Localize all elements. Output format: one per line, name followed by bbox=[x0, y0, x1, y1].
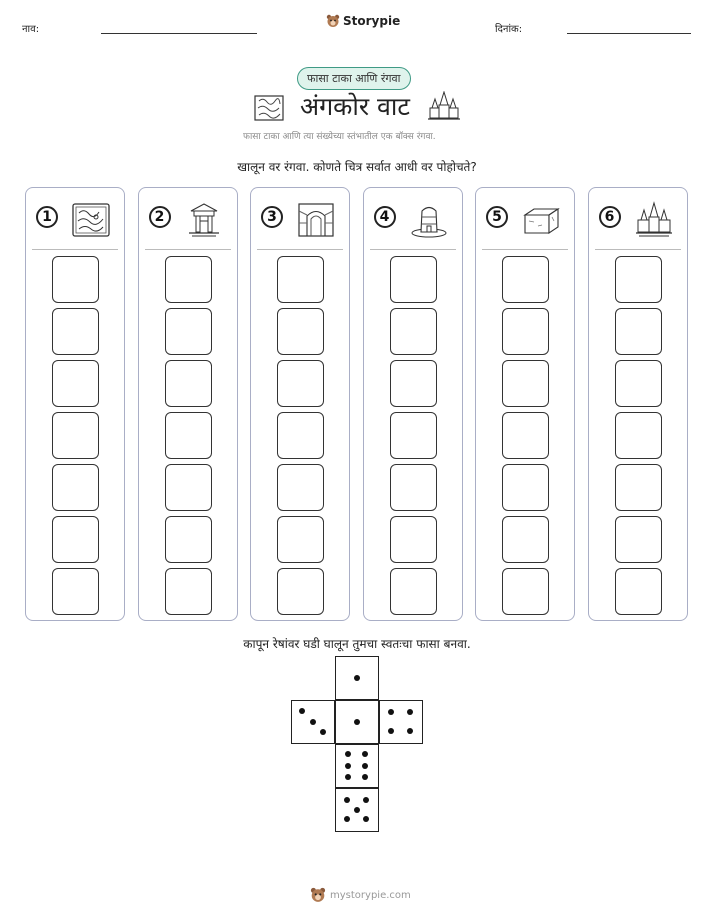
column-divider bbox=[595, 249, 681, 250]
column-number: 4 bbox=[374, 206, 396, 228]
stone-corridor-icon bbox=[295, 201, 337, 239]
dice-pip bbox=[363, 816, 369, 822]
color-box[interactable] bbox=[615, 412, 662, 459]
dice-pip bbox=[320, 729, 326, 735]
color-box[interactable] bbox=[502, 360, 549, 407]
color-box[interactable] bbox=[277, 308, 324, 355]
bas-relief-carving-icon bbox=[70, 201, 112, 239]
dice-face bbox=[291, 700, 335, 744]
dice-pip bbox=[388, 728, 394, 734]
dice-pip bbox=[363, 797, 369, 803]
color-box[interactable] bbox=[615, 308, 662, 355]
dice-pip bbox=[388, 709, 394, 715]
dice-pip bbox=[362, 763, 368, 769]
dice-pip bbox=[407, 709, 413, 715]
temple-gate-icon bbox=[183, 201, 225, 239]
color-box[interactable] bbox=[390, 516, 437, 563]
color-box[interactable] bbox=[52, 256, 99, 303]
color-box[interactable] bbox=[277, 516, 324, 563]
dice-column-3 bbox=[250, 187, 350, 621]
dice-pip bbox=[345, 774, 351, 780]
color-box[interactable] bbox=[165, 412, 212, 459]
dice-pip bbox=[354, 675, 360, 681]
color-box[interactable] bbox=[52, 360, 99, 407]
dice-pip bbox=[345, 751, 351, 757]
dice-pip bbox=[407, 728, 413, 734]
footer-site: mystorypie.com bbox=[330, 889, 411, 901]
color-box[interactable] bbox=[390, 256, 437, 303]
color-box[interactable] bbox=[277, 412, 324, 459]
date-line[interactable] bbox=[567, 33, 691, 34]
dice-column-4 bbox=[363, 187, 463, 621]
color-box[interactable] bbox=[615, 464, 662, 511]
dice-pip bbox=[362, 751, 368, 757]
color-box[interactable] bbox=[165, 464, 212, 511]
dice-pip bbox=[310, 719, 316, 725]
color-box[interactable] bbox=[390, 360, 437, 407]
dice-instruction: कापून रेषांवर घडी घालून तुमचा स्वतःचा फासा बनवा. bbox=[243, 637, 471, 651]
dice-pip bbox=[354, 719, 360, 725]
bear-mascot-icon bbox=[326, 14, 340, 28]
dice-pip bbox=[362, 774, 368, 780]
color-box[interactable] bbox=[390, 568, 437, 615]
brand-logo bbox=[326, 14, 400, 28]
color-box[interactable] bbox=[277, 360, 324, 407]
column-divider bbox=[32, 249, 118, 250]
column-divider bbox=[482, 249, 568, 250]
color-box[interactable] bbox=[52, 412, 99, 459]
column-divider bbox=[370, 249, 456, 250]
dice-pip bbox=[345, 763, 351, 769]
color-box[interactable] bbox=[165, 516, 212, 563]
angkor-wat-temple-icon bbox=[633, 201, 675, 239]
color-box[interactable] bbox=[502, 568, 549, 615]
color-box[interactable] bbox=[502, 256, 549, 303]
brand-name: Storypie bbox=[343, 14, 401, 28]
color-box[interactable] bbox=[52, 516, 99, 563]
column-number: 3 bbox=[261, 206, 283, 228]
color-box[interactable] bbox=[52, 308, 99, 355]
activity-tag: फासा टाका आणि रंगवा bbox=[297, 67, 411, 90]
color-box[interactable] bbox=[165, 568, 212, 615]
dice-column-5 bbox=[475, 187, 575, 621]
name-line[interactable] bbox=[101, 33, 257, 34]
dice-column-1 bbox=[25, 187, 125, 621]
color-box[interactable] bbox=[502, 412, 549, 459]
column-divider bbox=[257, 249, 343, 250]
column-number: 5 bbox=[486, 206, 508, 228]
color-box[interactable] bbox=[615, 360, 662, 407]
color-box[interactable] bbox=[277, 568, 324, 615]
dice-face bbox=[379, 700, 423, 744]
dice-face bbox=[335, 788, 379, 832]
color-box[interactable] bbox=[615, 256, 662, 303]
page-subtitle: फासा टाका आणि त्या संख्येच्या स्तंभातील एक बॉक्स रंगवा. bbox=[243, 132, 436, 142]
date-label: दिनांक: bbox=[495, 24, 523, 35]
color-box[interactable] bbox=[502, 464, 549, 511]
bear-mascot-icon bbox=[310, 887, 326, 903]
dice-face bbox=[335, 656, 379, 700]
dice-face bbox=[335, 700, 379, 744]
footer bbox=[310, 887, 411, 903]
color-box[interactable] bbox=[502, 516, 549, 563]
color-box[interactable] bbox=[502, 308, 549, 355]
column-number: 2 bbox=[149, 206, 171, 228]
temple-icon bbox=[427, 91, 461, 121]
color-box[interactable] bbox=[615, 568, 662, 615]
column-number: 1 bbox=[36, 206, 58, 228]
dice-pip bbox=[344, 816, 350, 822]
color-box[interactable] bbox=[165, 360, 212, 407]
round-tower-icon bbox=[408, 201, 450, 239]
color-box[interactable] bbox=[52, 568, 99, 615]
dice-pip bbox=[354, 807, 360, 813]
color-box[interactable] bbox=[390, 308, 437, 355]
carving-tile-icon bbox=[254, 95, 284, 121]
color-box[interactable] bbox=[277, 256, 324, 303]
dice-pip bbox=[299, 708, 305, 714]
dice-face bbox=[335, 744, 379, 788]
color-box[interactable] bbox=[165, 308, 212, 355]
color-box[interactable] bbox=[52, 464, 99, 511]
page-title: अंगकोर वाट bbox=[300, 92, 410, 121]
name-label: नाव: bbox=[22, 24, 40, 35]
dice-column-6 bbox=[588, 187, 688, 621]
dice-pip bbox=[344, 797, 350, 803]
color-box[interactable] bbox=[390, 464, 437, 511]
column-divider bbox=[145, 249, 231, 250]
color-box[interactable] bbox=[277, 464, 324, 511]
color-box[interactable] bbox=[165, 256, 212, 303]
color-box[interactable] bbox=[615, 516, 662, 563]
column-number: 6 bbox=[599, 206, 621, 228]
dice-column-2 bbox=[138, 187, 238, 621]
stone-block-icon bbox=[520, 201, 562, 239]
coloring-instruction: खालून वर रंगवा. कोणते चित्र सर्वात आधी वर पोहोचते? bbox=[237, 160, 477, 174]
color-box[interactable] bbox=[390, 412, 437, 459]
